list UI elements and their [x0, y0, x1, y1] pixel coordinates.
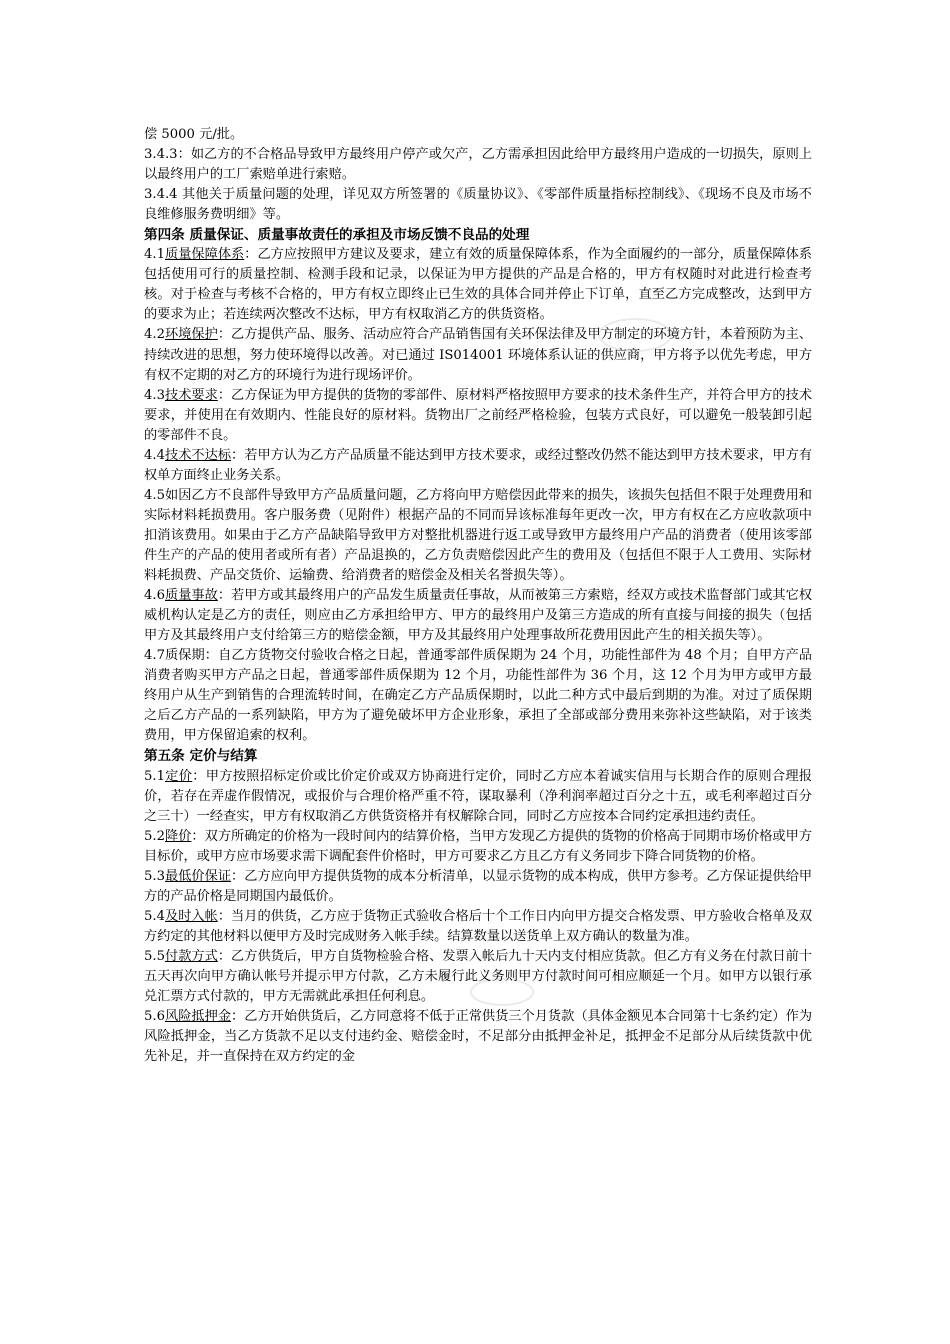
clause-term: 及时入帐	[164, 908, 218, 924]
text-span: ：乙方保证为甲方提供的货物的零部件、原材料严格按照甲方要求的技术条件生产，并符合甲方的技术要求，并使用在有效期内、性能良好的原材料。货物出厂之前经严格检验，包装方式良好，可以避免一般装卸引起的零部件不良。	[144, 387, 813, 443]
clause-4-5	[144, 486, 812, 586]
clause-3-4-4	[144, 185, 812, 225]
text-span: 5.6	[144, 1009, 165, 1025]
text-span: 3.4.3：	[144, 147, 191, 163]
text-span: 4.7	[144, 648, 165, 664]
text-span: 5.3	[144, 868, 165, 884]
clause-4-6	[144, 586, 812, 646]
text-span: 质保期：自乙方货物交付验收合格之日起，普通零部件质保期为 24 个月，功能性部件为 48 个月；自甲方产品消费者购买甲方产品之日起，普通零部件质保期为 12 个月，功能性部件为 36 个月，这 12 个月为甲方或甲方最终用户从生产到销售的合理流转时间，在确定乙方产品质保期时，以此二种方式中最后到期的为准。对过了质保期之后乙方产品的一系列缺陷，甲方为了避免破坏甲方企业形象，承担了全部或部分费用来弥补这些缺陷，对于该类费用，甲方保留追索的权利。	[144, 648, 812, 744]
text-span: ：乙方应按照甲方建议及要求，建立有效的质量保障体系，作为全面履约的一部分，质量保障体系包括使用可行的质量控制、检测手段和记录，以保证为甲方提供的产品是合格的，甲方有权随时对此进行检查考核。对于检查与考核不合格的，甲方有权立即终止已生效的具体合同并停止下订单，直至乙方完成整改，达到甲方的要求为止；若连续两次整改不达标，甲方有权取消乙方的供货资格。	[144, 247, 813, 323]
text-span: 4.1	[144, 247, 165, 263]
clause-term: 定价	[164, 768, 193, 784]
text-span: 第五条 定价与结算	[144, 748, 258, 765]
text-span: 如因乙方不良部件导致甲方产品质量问题，乙方将向甲方赔偿因此带来的损失，该损失包括但不限于处理费用和实际材料耗损费用。客户服务费（见附件）根据产品的不同而异该标准每年更改一次，甲方有权在乙方应收款项中扣消该费用。如果由于乙方产品缺陷导致甲方对整批机器进行返工或导致甲方最终用户产品的消费者（使用该零部件生产的产品的使用者或所有者）产品退换的，乙方负责赔偿因此产生的费用及（包括但不限于人工费用、实际材料耗损费、产品交货价、运输费、给消费者的赔偿金及相关名誉损失等）。	[144, 487, 812, 584]
clause-term: 风险抵押金	[164, 1009, 232, 1025]
clause-term: 质量事故	[164, 588, 218, 604]
text-span: 第四条 质量保证、质量事故责任的承担及市场反馈不良品的处理	[144, 227, 530, 244]
clause-3-4-3	[144, 145, 812, 185]
text-span: 4.3	[144, 387, 165, 403]
clause-term: 技术要求	[164, 387, 218, 403]
text-span: ：甲方按照招标定价或比价定价或双方协商进行定价，同时乙方应本着诚实信用与长期合作的原则合理报价，若存在弄虚作假情况，或报价与合理价格严重不符，谋取暴利（净利润率超过百分之十五，或毛利率超过百分之三十）一经查实，甲方有权取消乙方供货资格并有权解除合同，同时乙方应按本合同约定承担违约责任。	[144, 768, 813, 824]
text-span: 5.1	[144, 768, 165, 784]
paragraph	[144, 125, 812, 145]
text-span: 4.4	[144, 447, 165, 463]
text-span: 偿 5000 元/批。	[144, 127, 244, 142]
text-span: 4.2	[144, 327, 165, 343]
text-span: 如乙方的不合格品导致甲方最终用户停产或欠产，乙方需承担因此给甲方最终用户造成的一切损失，原则上以最终用户的工厂索赔单进行索赔。	[144, 147, 812, 183]
clause-term: 质量保障体系	[164, 247, 245, 263]
clause-4-3	[144, 386, 812, 446]
clause-5-5	[144, 947, 812, 1007]
section-heading-5	[144, 746, 812, 766]
text-span: ：乙方应向甲方提供货物的成本分析清单，以显示货物的成本构成，供甲方参考。乙方保证提供给甲方的产品价格是同期国内最低价。	[144, 868, 813, 904]
clause-5-2	[144, 827, 812, 867]
text-span: ：乙方供货后，甲方自货物检验合格、发票入帐后九十天内支付相应货款。但乙方有义务在付款日前十五天再次向甲方确认帐号并提示甲方付款，乙方未履行此义务则甲方付款时间可相应顺延一个月。如甲方以银行承兑汇票方式付款的，甲方无需就此承担任何利息。	[144, 948, 813, 1005]
clause-4-2	[144, 325, 812, 385]
text-span: 其他关于质量问题的处理，详见双方所签署的《质量协议》、《零部件质量指标控制线》、《现场不良及市场不良维修服务费明细》等。	[144, 187, 812, 223]
text-span: ：若甲方认为乙方产品质量不能达到甲方技术要求，或经过整改仍然不能达到甲方技术要求，甲方有权单方面终止业务关系。	[144, 447, 813, 483]
text-span: ：当月的供货，乙方应于货物正式验收合格后十个工作日内向甲方提交合格发票、甲方验收合格单及双方约定的其他材料以便甲方及时完成财务入帐手续。结算数量以送货单上双方确认的数量为准。	[144, 908, 813, 944]
text-span: ：若甲方或其最终用户的产品发生质量责任事故，从而被第三方索赔，经双方或技术监督部门或其它权威机构认定是乙方的责任，则应由乙方承担给甲方、甲方的最终用户及第三方造成的所有直接与间接的损失（包括甲方及其最终用户支付给第三方的赔偿金额，甲方及其最终用户处理事故所花费用因此产生的相关损失等）。	[144, 588, 813, 644]
clause-5-6	[144, 1007, 812, 1067]
clause-5-3	[144, 867, 812, 907]
clause-4-7	[144, 646, 812, 746]
clause-4-1	[144, 245, 812, 325]
text-span: 3.4.4	[144, 187, 182, 203]
text-span: ：乙方提供产品、服务、活动应符合产品销售国有关环保法律及甲方制定的环境方针，本着预防为主、持续改进的思想，努力使环境得以改善。对已通过 IS014001 环境体系认证的供应商，甲方将予以优先考虑，甲方有权不定期的对乙方的环境行为进行现场评价。	[144, 327, 813, 383]
text-span: 4.5	[144, 487, 165, 503]
clause-term: 技术不达标	[164, 447, 232, 463]
clause-4-4	[144, 446, 812, 486]
clause-term: 最低价保证	[164, 868, 232, 884]
clause-5-1	[144, 767, 812, 827]
text-span: 5.2	[144, 828, 165, 844]
clause-term: 降价	[164, 828, 192, 844]
text-span: 5.5	[144, 948, 165, 964]
text-span: ：双方所确定的价格为一段时间内的结算价格，当甲方发现乙方提供的货物的价格高于同期市场价格或甲方目标价，或甲方应市场要求需下调配套件价格时，甲方可要求乙方且乙方有义务同步下降合同货物的价格。	[144, 828, 813, 864]
section-heading-4	[144, 225, 812, 245]
document-page	[144, 125, 812, 1067]
text-span: 5.4	[144, 908, 165, 924]
clause-term: 付款方式	[164, 948, 218, 964]
clause-term: 环境保护	[164, 327, 218, 343]
clause-5-4	[144, 907, 812, 947]
text-span: ：乙方开始供货后，乙方同意将不低于正常供货三个月货款（具体金额见本合同第十七条约定）作为风险抵押金，当乙方货款不足以支付违约金、赔偿金时，不足部分由抵押金补足，抵押金不足部分从后续货款中优先补足，并一直保持在双方约定的金	[144, 1009, 813, 1065]
text-span: 4.6	[144, 588, 165, 604]
